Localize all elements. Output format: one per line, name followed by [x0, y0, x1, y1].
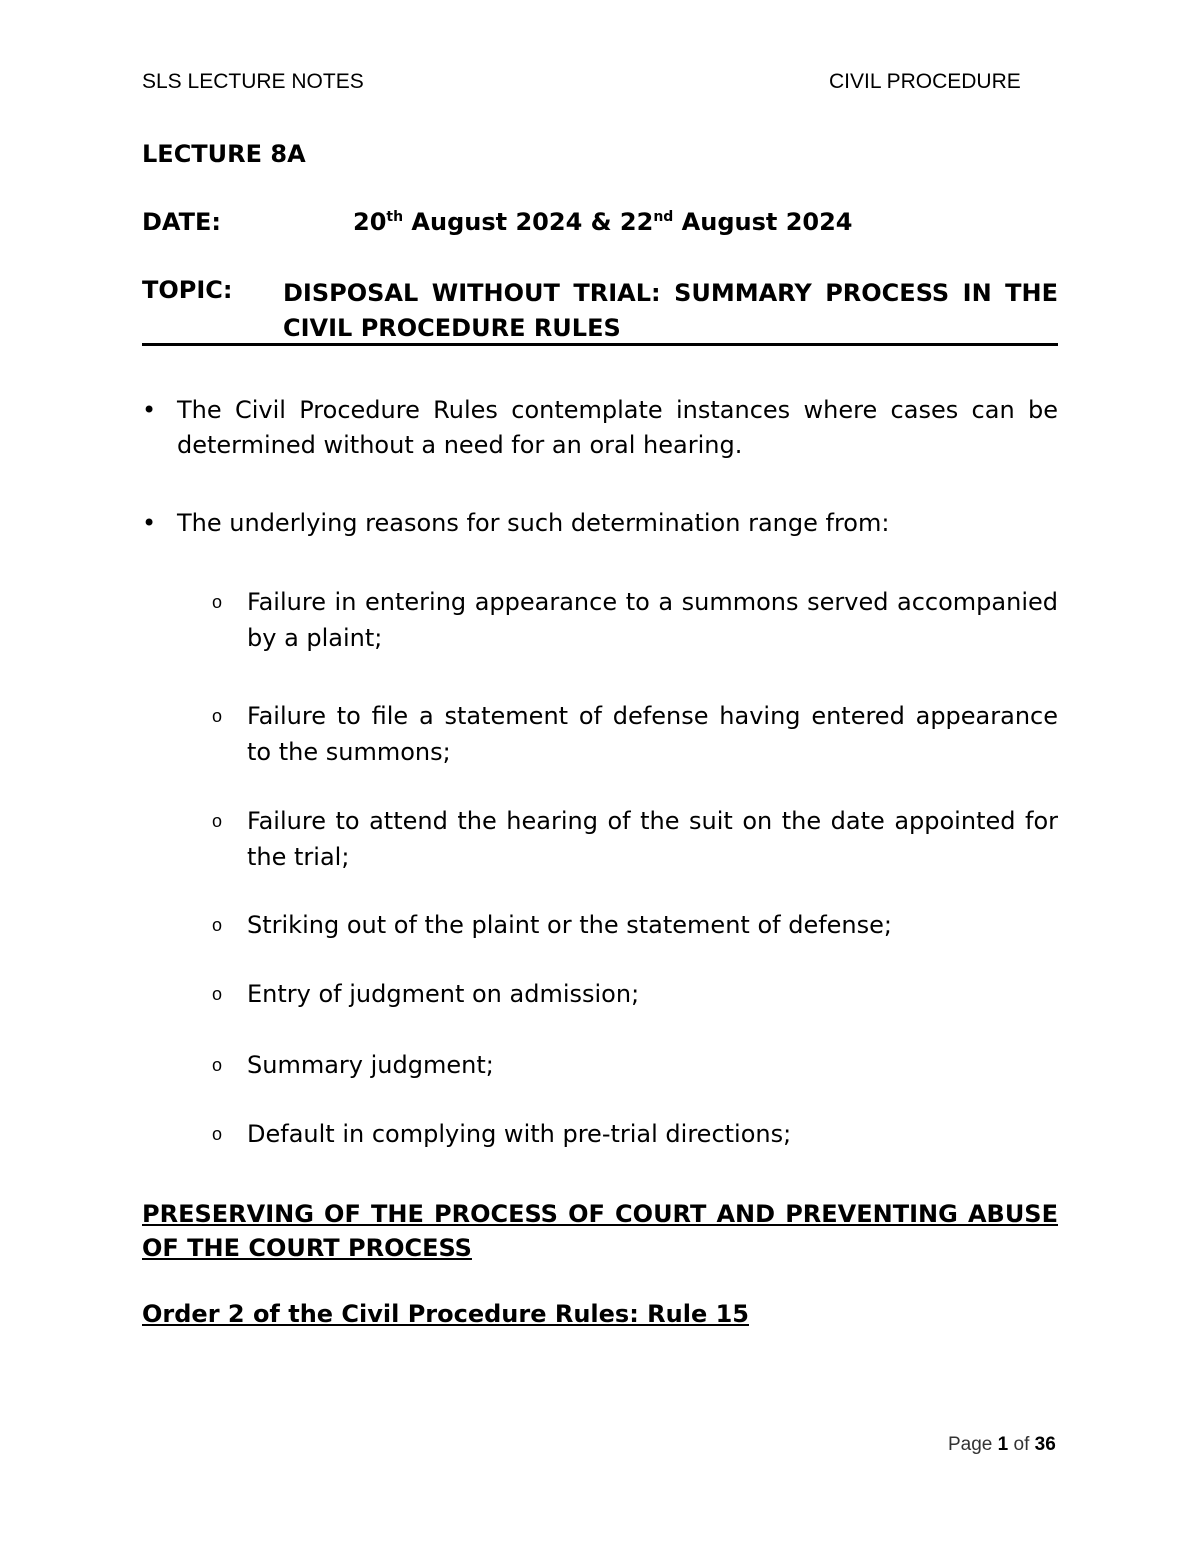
sub-bullet-icon: o: [212, 706, 223, 726]
sub-list-item: Failure to file a statement of defense having entered appearance to the summons;: [247, 702, 1058, 766]
bullet-item: The underlying reasons for such determination range from:: [177, 509, 890, 537]
date-tail: August 2024: [673, 208, 853, 236]
footer-of-word: of: [1008, 1434, 1035, 1455]
sub-bullet-icon: o: [212, 915, 223, 935]
footer-current-page: 1: [997, 1434, 1009, 1455]
sub-bullet-icon: o: [212, 1124, 223, 1144]
sub-list-item: Default in complying with pre-trial directions;: [247, 1120, 792, 1148]
sub-list-item: Summary judgment;: [247, 1051, 494, 1079]
lecture-title: LECTURE 8A: [142, 140, 306, 168]
header-right: CIVIL PROCEDURE: [829, 70, 1021, 93]
sub-list-item: Failure in entering appearance to a summons served accompanied by a plaint;: [247, 588, 1058, 652]
topic-divider: [142, 343, 1058, 346]
footer-page-word: Page: [948, 1434, 998, 1455]
topic-label: TOPIC:: [142, 276, 233, 304]
sub-bullet-icon: o: [212, 811, 223, 831]
date-sup2: nd: [653, 209, 674, 225]
date-middle: August 2024 & 22: [403, 208, 654, 236]
topic-value: DISPOSAL WITHOUT TRIAL: SUMMARY PROCESS IN THE CIVIL PROCEDURE RULES: [283, 279, 1058, 342]
sub-bullet-icon: o: [212, 984, 223, 1004]
sub-list-item: Striking out of the plaint or the statement of defense;: [247, 911, 892, 939]
date-day1: 20: [353, 208, 387, 236]
bullet-item: The Civil Procedure Rules contemplate instances where cases can be determined without a need for an oral hearing.: [177, 396, 1058, 459]
date-sup1: th: [386, 209, 404, 225]
bullet-icon: •: [142, 396, 157, 424]
date-label: DATE:: [142, 208, 221, 236]
bullet-icon: •: [142, 509, 157, 537]
sub-bullet-icon: o: [212, 1055, 223, 1075]
footer-total-pages: 36: [1034, 1434, 1056, 1455]
date-value: [353, 208, 853, 236]
section-heading: PRESERVING OF THE PROCESS OF COURT AND PREVENTING ABUSE OF THE COURT PROCESS: [142, 1200, 1058, 1262]
page-number: [948, 1434, 1056, 1456]
sub-list-item: Failure to attend the hearing of the suit on the date appointed for the trial;: [247, 807, 1058, 871]
order-heading: Order 2 of the Civil Procedure Rules: Rule 15: [142, 1300, 749, 1328]
sub-list-item: Entry of judgment on admission;: [247, 980, 640, 1008]
sub-bullet-icon: o: [212, 592, 223, 612]
header-left: SLS LECTURE NOTES: [142, 70, 364, 93]
